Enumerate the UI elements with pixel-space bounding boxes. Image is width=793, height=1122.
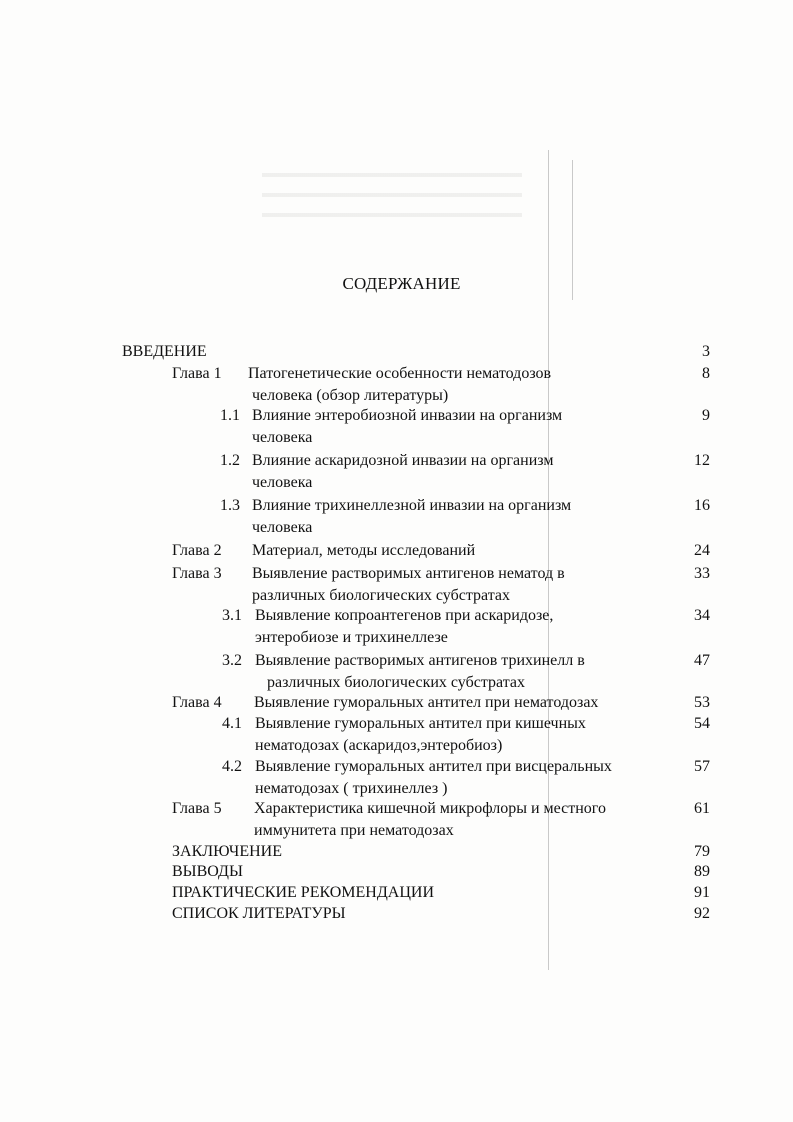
toc-page-number: 91: [694, 884, 710, 901]
scan-artifact-line: [548, 150, 549, 970]
toc-entry-label: 1.3: [220, 497, 240, 514]
toc-entry-title: ВЫВОДЫ: [172, 863, 243, 880]
toc-entry-text: [255, 713, 586, 757]
toc-entry-text: [252, 540, 475, 562]
toc-entry-line: Влияние аскаридозной инвазии на организм: [252, 452, 554, 469]
toc-entry-title: СПИСОК ЛИТЕРАТУРЫ: [172, 905, 346, 922]
toc-entry-text: [255, 756, 612, 800]
toc-entry-text: [254, 692, 598, 714]
toc-entry-line: человека: [252, 519, 313, 536]
toc-entry-line: различных биологических субстратах: [252, 587, 510, 604]
toc-entry-line: Выявление растворимых антигенов трихинелл в: [255, 652, 585, 669]
toc-entry-label: 1.1: [220, 407, 240, 424]
toc-page-number: 92: [694, 905, 710, 922]
toc-entry-line: Выявление гуморальных антител при висцеральных: [255, 758, 612, 775]
toc-page-number: 16: [694, 497, 710, 514]
toc-entry-line: Влияние энтеробиозной инвазии на организм: [252, 407, 563, 424]
toc-entry-line: Выявление гуморальных антител при кишечных: [255, 715, 586, 732]
toc-entry-line: нематодозах ( трихинеллез ): [255, 780, 448, 797]
toc-entry-title: ПРАКТИЧЕСКИЕ РЕКОМЕНДАЦИИ: [172, 884, 434, 901]
toc-entry-text: [255, 605, 553, 649]
bleed-through-text: [262, 162, 522, 232]
toc-page-number: 33: [694, 565, 710, 582]
toc-entry-text: [255, 650, 585, 694]
toc-page-number: 53: [694, 694, 710, 711]
toc-entry-line: Выявление гуморальных антител при нематодозах: [254, 694, 599, 711]
toc-entry-label: Глава 5: [172, 800, 222, 817]
toc-entry-text: [252, 495, 571, 539]
toc-page-number: 24: [694, 542, 710, 559]
toc-entry-label: Глава 3: [172, 565, 222, 582]
toc-entry-title: ЗАКЛЮЧЕНИЕ: [172, 843, 282, 860]
toc-entry-text: [252, 405, 562, 449]
toc-page-number: 3: [702, 343, 710, 360]
toc-entry-line: человека: [252, 429, 313, 446]
toc-entry-line: Выявление растворимых антигенов нематод в: [252, 565, 565, 582]
toc-page-number: 9: [702, 407, 710, 424]
toc-entry-line: энтеробиозе и трихинеллезе: [255, 629, 448, 646]
toc-entry-label: Глава 2: [172, 542, 222, 559]
toc-page-number: 61: [694, 800, 710, 817]
toc-page-number: 54: [694, 715, 710, 732]
toc-entry-label: Глава 1: [172, 365, 222, 382]
toc-entry-line: Характеристика кишечной микрофлоры и местного: [254, 800, 606, 817]
toc-entry-title: ВВЕДЕНИЕ: [122, 343, 207, 360]
toc-page-number: 79: [694, 843, 710, 860]
toc-page-number: 34: [694, 607, 710, 624]
toc-page-number: 12: [694, 452, 710, 469]
toc-entry-label: 4.1: [222, 715, 242, 732]
toc-entry-text: [248, 363, 551, 407]
toc-entry-line: человека: [252, 474, 313, 491]
toc-page-number: 57: [694, 758, 710, 775]
toc-entry-line: нематодозах (аскаридоз,энтеробиоз): [255, 737, 503, 754]
toc-entry-line: различных биологических субстратах: [267, 674, 525, 691]
toc-entry-text: [252, 450, 553, 494]
toc-entry-line: Материал, методы исследований: [252, 542, 476, 559]
toc-entry-line: Патогенетические особенности нематодозов: [248, 365, 552, 382]
toc-page-number: 89: [694, 863, 710, 880]
toc-page-number: 47: [694, 652, 710, 669]
toc-entry-label: Глава 4: [172, 694, 222, 711]
toc-entry-line: иммунитета при нематодозах: [254, 822, 454, 839]
toc-entry-label: 3.2: [222, 652, 242, 669]
toc-entry-line: человека (обзор литературы): [252, 387, 449, 404]
toc-entry-text: [252, 563, 565, 607]
toc-entry-label: 3.1: [222, 607, 242, 624]
toc-page-number: 8: [702, 365, 710, 382]
toc-entry-line: Влияние трихинеллезной инвазии на организм: [252, 497, 572, 514]
toc-title: СОДЕРЖАНИЕ: [342, 274, 461, 293]
toc-entry-text: [254, 798, 606, 842]
toc-entry-label: 4.2: [222, 758, 242, 775]
toc-entry-line: Выявление копроантегенов при аскаридозе,: [255, 607, 554, 624]
toc-entry-label: 1.2: [220, 452, 240, 469]
